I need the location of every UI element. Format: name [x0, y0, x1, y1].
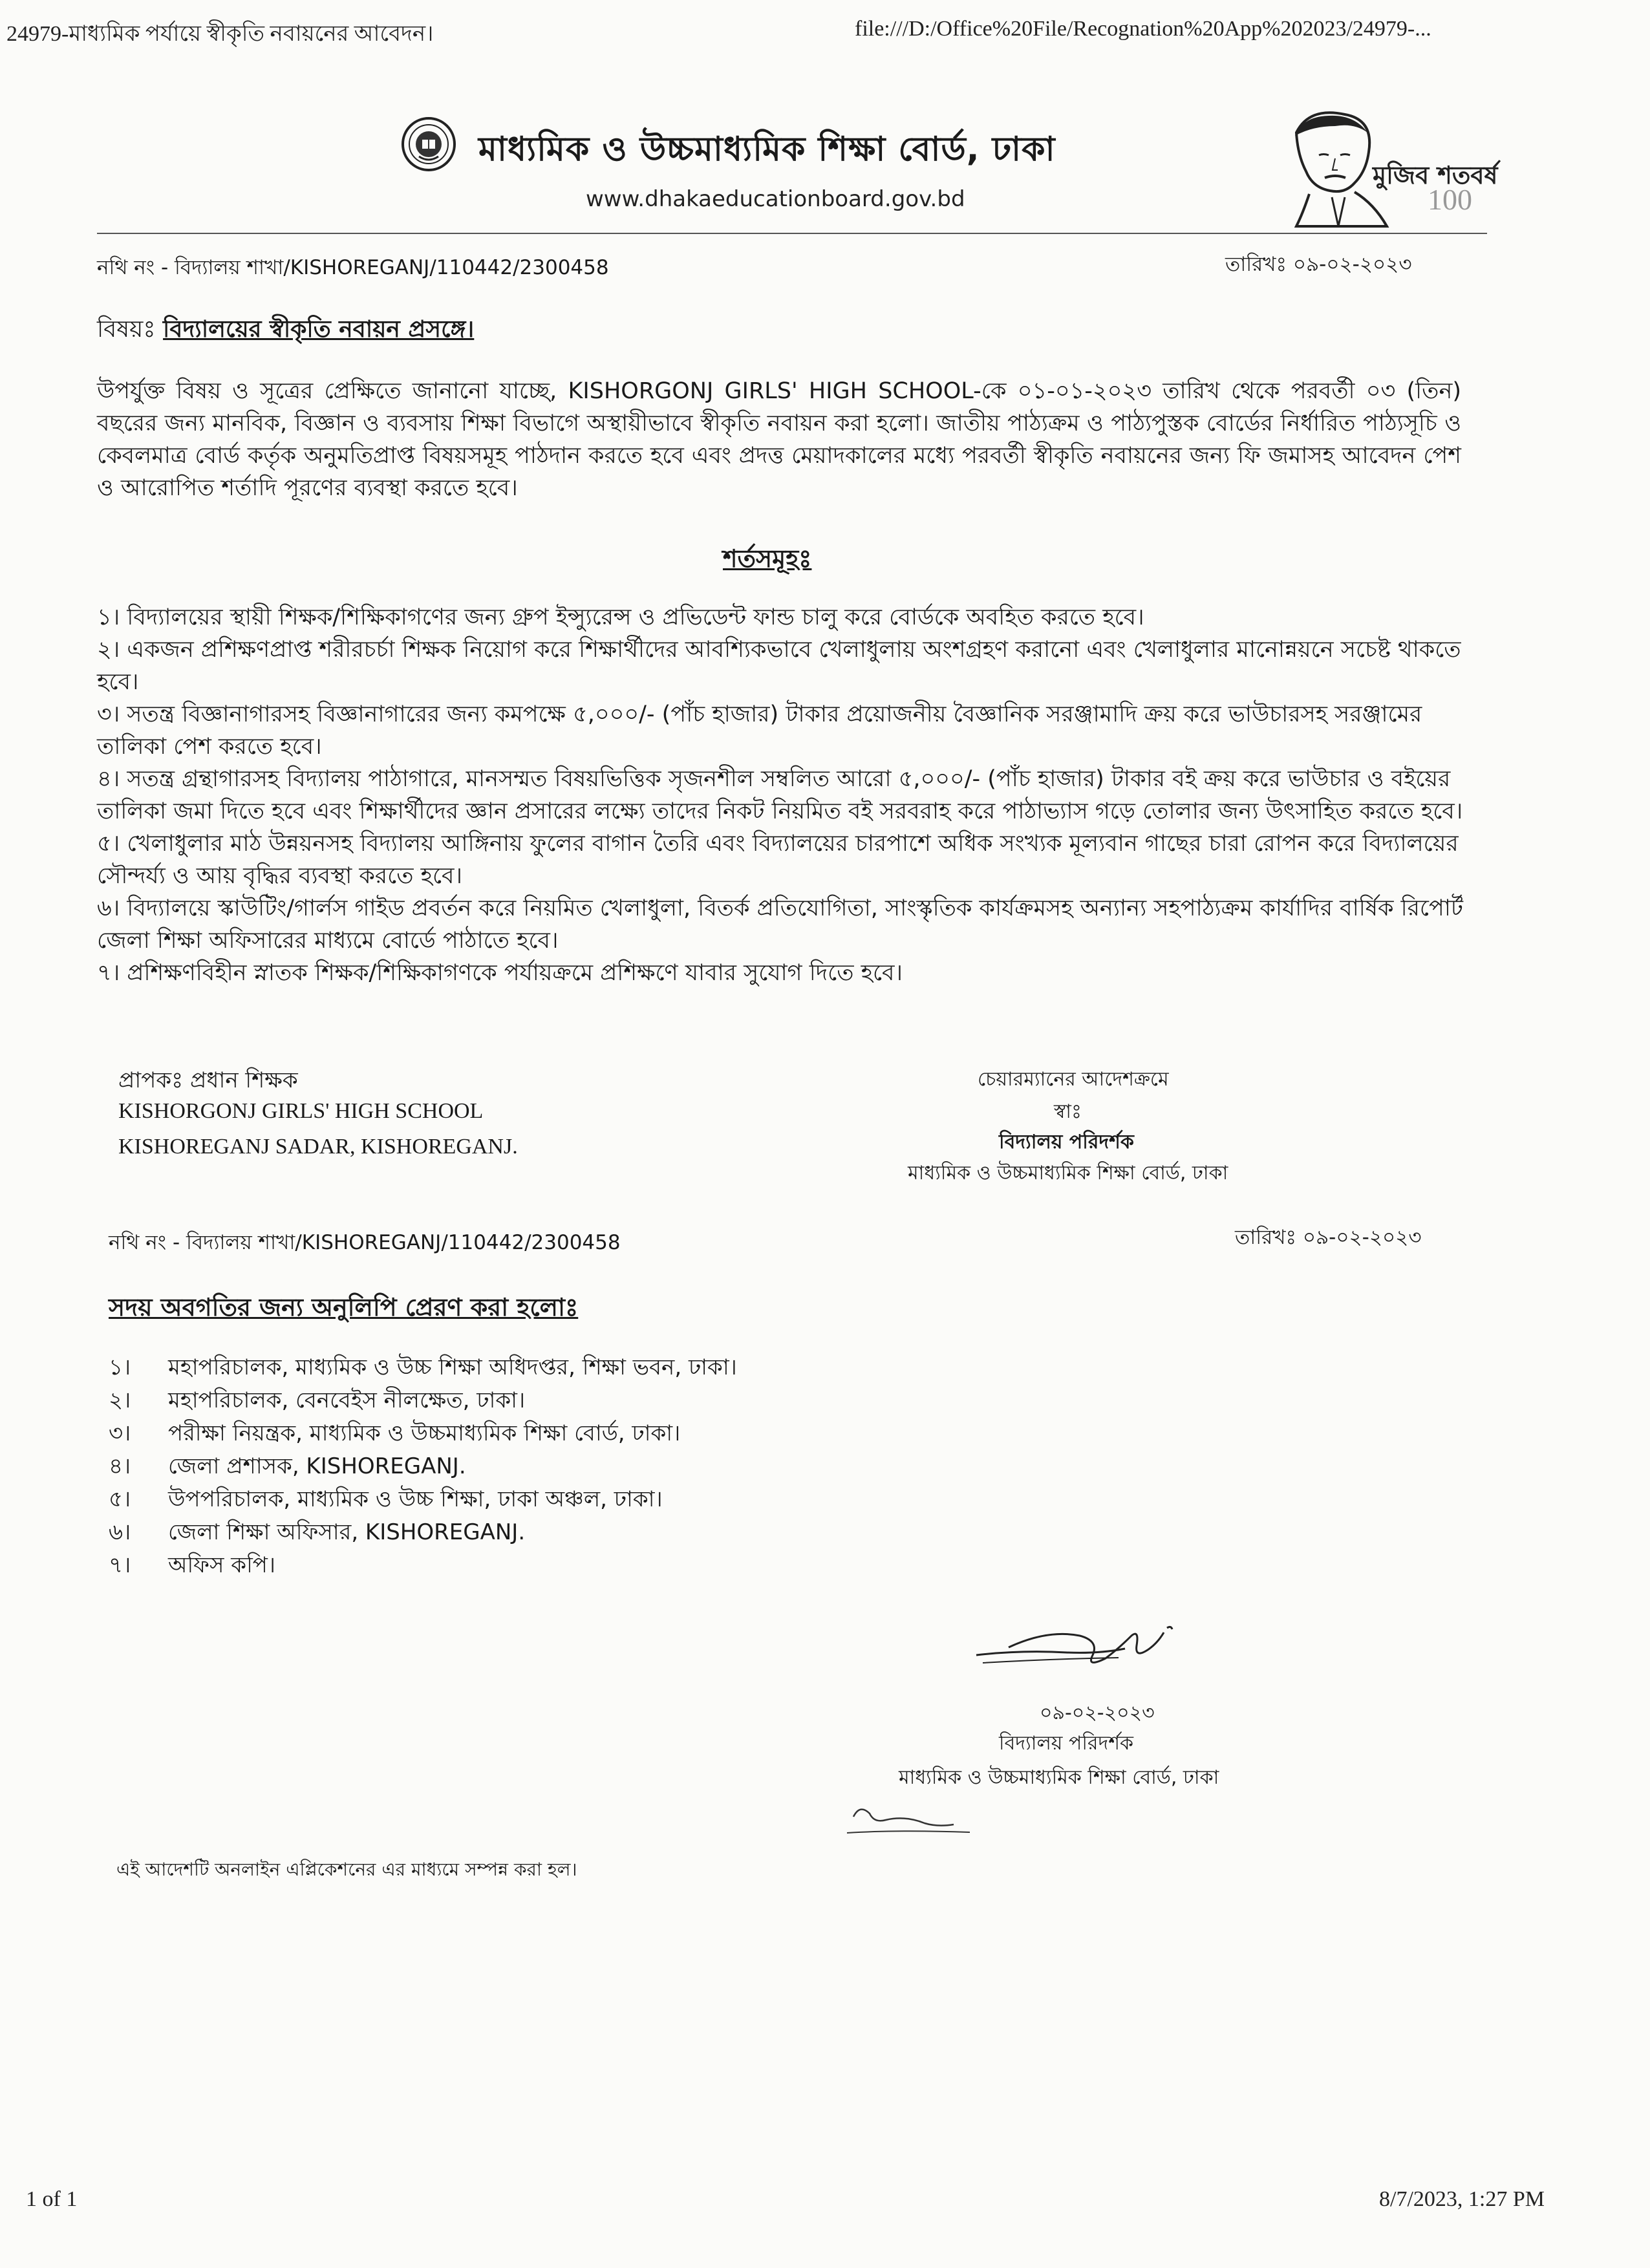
- initials-scribble: [841, 1797, 976, 1843]
- subject-text: বিদ্যালয়ের স্বীকৃতি নবায়ন প্রসঙ্গে।: [163, 316, 475, 343]
- mujib-logo-text: মুজিব শতবর্ষ: [1373, 161, 1498, 189]
- signature-date: ০৯-০২-২০২৩: [1040, 1702, 1155, 1724]
- chairman-order: চেয়ারম্যানের আদেশক্রমে: [978, 1068, 1169, 1091]
- copy-recipient-item: ৭। অফিস কপি।: [109, 1552, 276, 1578]
- condition-item: ৫। খেলাধুলার মাঠ উন্নয়নসহ বিদ্যালয় আঙ্গিনায় ফুলের বাগান তৈরি এবং বিদ্যালয়ের চারপাশে অধিক সংখ্যক মূল্যবান গাছের চারা রোপন করে বিদ্যালয়ের সৌন্দর্য্য ও আয় বৃদ্ধির ব্যবস্থা করতে হবে।: [97, 831, 1459, 889]
- print-footer-page: 1 of 1: [26, 2187, 78, 2211]
- header-divider: [97, 233, 1487, 234]
- condition-item: ১। বিদ্যালয়ের স্থায়ী শিক্ষক/শিক্ষিকাগণের জন্য গ্রুপ ইন্স্যুরেন্স ও প্রভিডেন্ট ফান্ড চালু করে বোর্ডকে অবহিত করতে হবে।: [97, 604, 1144, 630]
- board-seal-logo: [401, 116, 456, 172]
- print-header-url: file:///D:/Office%20File/Recognation%20App%202023/24979-...: [855, 17, 1431, 41]
- inspector-title: বিদ্যালয় পরিদর্শক: [999, 1131, 1134, 1153]
- file-number: নথি নং - বিদ্যালয় শাখা/KISHOREGANJ/110442/2300458: [97, 256, 609, 279]
- conditions-title: শর্তসমূহঃ: [723, 544, 812, 573]
- subject-line: [97, 312, 474, 350]
- copy-recipient-list: [109, 1351, 737, 1582]
- copy-recipient-item: ৩। পরীক্ষা নিয়ন্ত্রক, মাধ্যমিক ও উচ্চমাধ্যমিক শিক্ষা বোর্ড, ঢাকা।: [109, 1420, 681, 1446]
- inspector-signature: [970, 1610, 1203, 1681]
- signed-mark: স্বাঃ: [1054, 1100, 1082, 1123]
- copy-recipient-item: ৬। জেলা শিক্ষা অফিসার, KISHOREGANJ.: [109, 1519, 526, 1545]
- mujib-logo-number: 100: [1428, 183, 1472, 216]
- condition-item: ২। একজন প্রশিক্ষণপ্রাপ্ত শরীরচর্চা শিক্ষক নিয়োগ করে শিক্ষার্থীদের আবশ্যিকভাবে খেলাধুলায় অংশগ্রহণ করানো এবং খেলাধুলার মানোন্নয়নে সচেষ্ট থাকতে হবে।: [97, 637, 1461, 695]
- copy-recipient-item: ১। মহাপরিচালক, মাধ্যমিক ও উচ্চ শিক্ষা অধিদপ্তর, শিক্ষা ভবন, ঢাকা।: [109, 1354, 737, 1380]
- subject-label: বিষয়ঃ: [97, 316, 156, 343]
- board-office: মাধ্যমিক ও উচ্চমাধ্যমিক শিক্ষা বোর্ড, ঢাকা: [908, 1162, 1228, 1184]
- print-header-title: 24979-মাধ্যমিক পর্যায়ে স্বীকৃতি নবায়নের আবেদন।: [6, 22, 434, 46]
- condition-item: ৬। বিদ্যালয়ে স্কাউটিং/গার্লস গাইড প্রবর্তন করে নিয়মিত খেলাধুলা, বিতর্ক প্রতিযোগিতা, সাংস্কৃতিক কার্যক্রমসহ অন্যান্য সহপাঠ্যক্রম কার্যাদির বার্ষিক রিপোর্ট জেলা শিক্ষা অফিসারের মাধ্যমে বোর্ডে পাঠাতে হবে।: [97, 895, 1463, 954]
- body-paragraph: উপর্যুক্ত বিষয় ও সূত্রের প্রেক্ষিতে জানানো যাচ্ছে, KISHORGONJ GIRLS' HIGH SCHOOL-কে ০১-০১-২০২৩ তারিখ থেকে পরবর্তী ০৩ (তিন) বছরের জন্য মানবিক, বিজ্ঞান ও ব্যবসায় শিক্ষা বিভাগে অস্থায়ীভাবে স্বীকৃতি নবায়ন করা হলো। জাতীয় পাঠ্যক্রম ও পাঠ্যপুস্তক বোর্ডের নির্ধারিত পাঠ্যসূচি ও কেবলমাত্র বোর্ড কর্তৃক অনুমতিপ্রাপ্ত বিষয়সমূহ পাঠদান করতে হবে এবং প্রদত্ত মেয়াদকালের মধ্যে পরবর্তী স্বীকৃতি নবায়নের জন্য ফি জমাসহ আবেদন পেশ ও আরোপিত শর্তাদি পূরণের ব্যবস্থা করতে হবে।: [97, 378, 1462, 501]
- memo-date: তারিখঃ ০৯-০২-২০২৩: [1225, 253, 1412, 276]
- recipient-label: প্রাপকঃ প্রধান শিক্ষক: [118, 1067, 298, 1093]
- copy-memo-date: তারিখঃ ০৯-০২-২০২৩: [1235, 1226, 1422, 1249]
- copy-title: সদয় অবগতির জন্য অনুলিপি প্রেরণ করা হলোঃ: [109, 1293, 579, 1321]
- signature-office: মাধ্যমিক ও উচ্চমাধ্যমিক শিক্ষা বোর্ড, ঢাকা: [899, 1766, 1219, 1789]
- board-title: মাধ্যমিক ও উচ্চমাধ্যমিক শিক্ষা বোর্ড, ঢাকা: [478, 130, 1056, 169]
- condition-item: ৭। প্রশিক্ষণবিহীন স্নাতক শিক্ষক/শিক্ষিকাগণকে পর্যায়ক্রমে প্রশিক্ষণে যাবার সুযোগ দিতে হবে।: [97, 960, 903, 986]
- recipient-school: KISHORGONJ GIRLS' HIGH SCHOOL: [118, 1099, 484, 1123]
- board-website: www.dhakaeducationboard.gov.bd: [586, 186, 965, 212]
- copy-file-number: নথি নং - বিদ্যালয় শাখা/KISHOREGANJ/110442/2300458: [109, 1231, 621, 1254]
- conditions-list: [97, 601, 1474, 989]
- print-footer-timestamp: 8/7/2023, 1:27 PM: [1379, 2187, 1545, 2211]
- condition-item: ৩। সতন্ত্র বিজ্ঞানাগারসহ বিজ্ঞানাগারের জন্য কমপক্ষে ৫,০০০/- (পাঁচ হাজার) টাকার প্রয়োজনীয় বৈজ্ঞানিক সরঞ্জামাদি ক্রয় করে ভাউচারসহ সরঞ্জামের তালিকা পেশ করতে হবে।: [97, 701, 1422, 760]
- online-note: এই আদেশটি অনলাইন এপ্লিকেশনের এর মাধ্যমে সম্পন্ন করা হল।: [116, 1859, 577, 1880]
- condition-item: ৪। সতন্ত্র গ্রন্থাগারসহ বিদ্যালয় পাঠাগারে, মানসম্মত বিষয়ভিত্তিক সৃজনশীল সম্বলিত আরো ৫,০০০/- (পাঁচ হাজার) টাকার বই ক্রয় করে ভাউচার ও বইয়ের তালিকা জমা দিতে হবে এবং শিক্ষার্থীদের জ্ঞান প্রসারের লক্ষ্যে তাদের নিকট নিয়মিত বই সরবরাহ করে পাঠাভ্যাস গড়ে তোলার জন্য উৎসাহিত করতে হবে।: [97, 766, 1463, 824]
- copy-recipient-item: ৫। উপপরিচালক, মাধ্যমিক ও উচ্চ শিক্ষা, ঢাকা অঞ্চল, ঢাকা।: [109, 1486, 663, 1512]
- signature-title: বিদ্যালয় পরিদর্শক: [999, 1732, 1133, 1755]
- copy-recipient-item: ২। মহাপরিচালক, বেনবেইস নীলক্ষেত, ঢাকা।: [109, 1387, 526, 1413]
- copy-recipient-item: ৪। জেলা প্রশাসক, KISHOREGANJ.: [109, 1453, 466, 1479]
- recipient-address: KISHOREGANJ SADAR, KISHOREGANJ.: [118, 1135, 518, 1159]
